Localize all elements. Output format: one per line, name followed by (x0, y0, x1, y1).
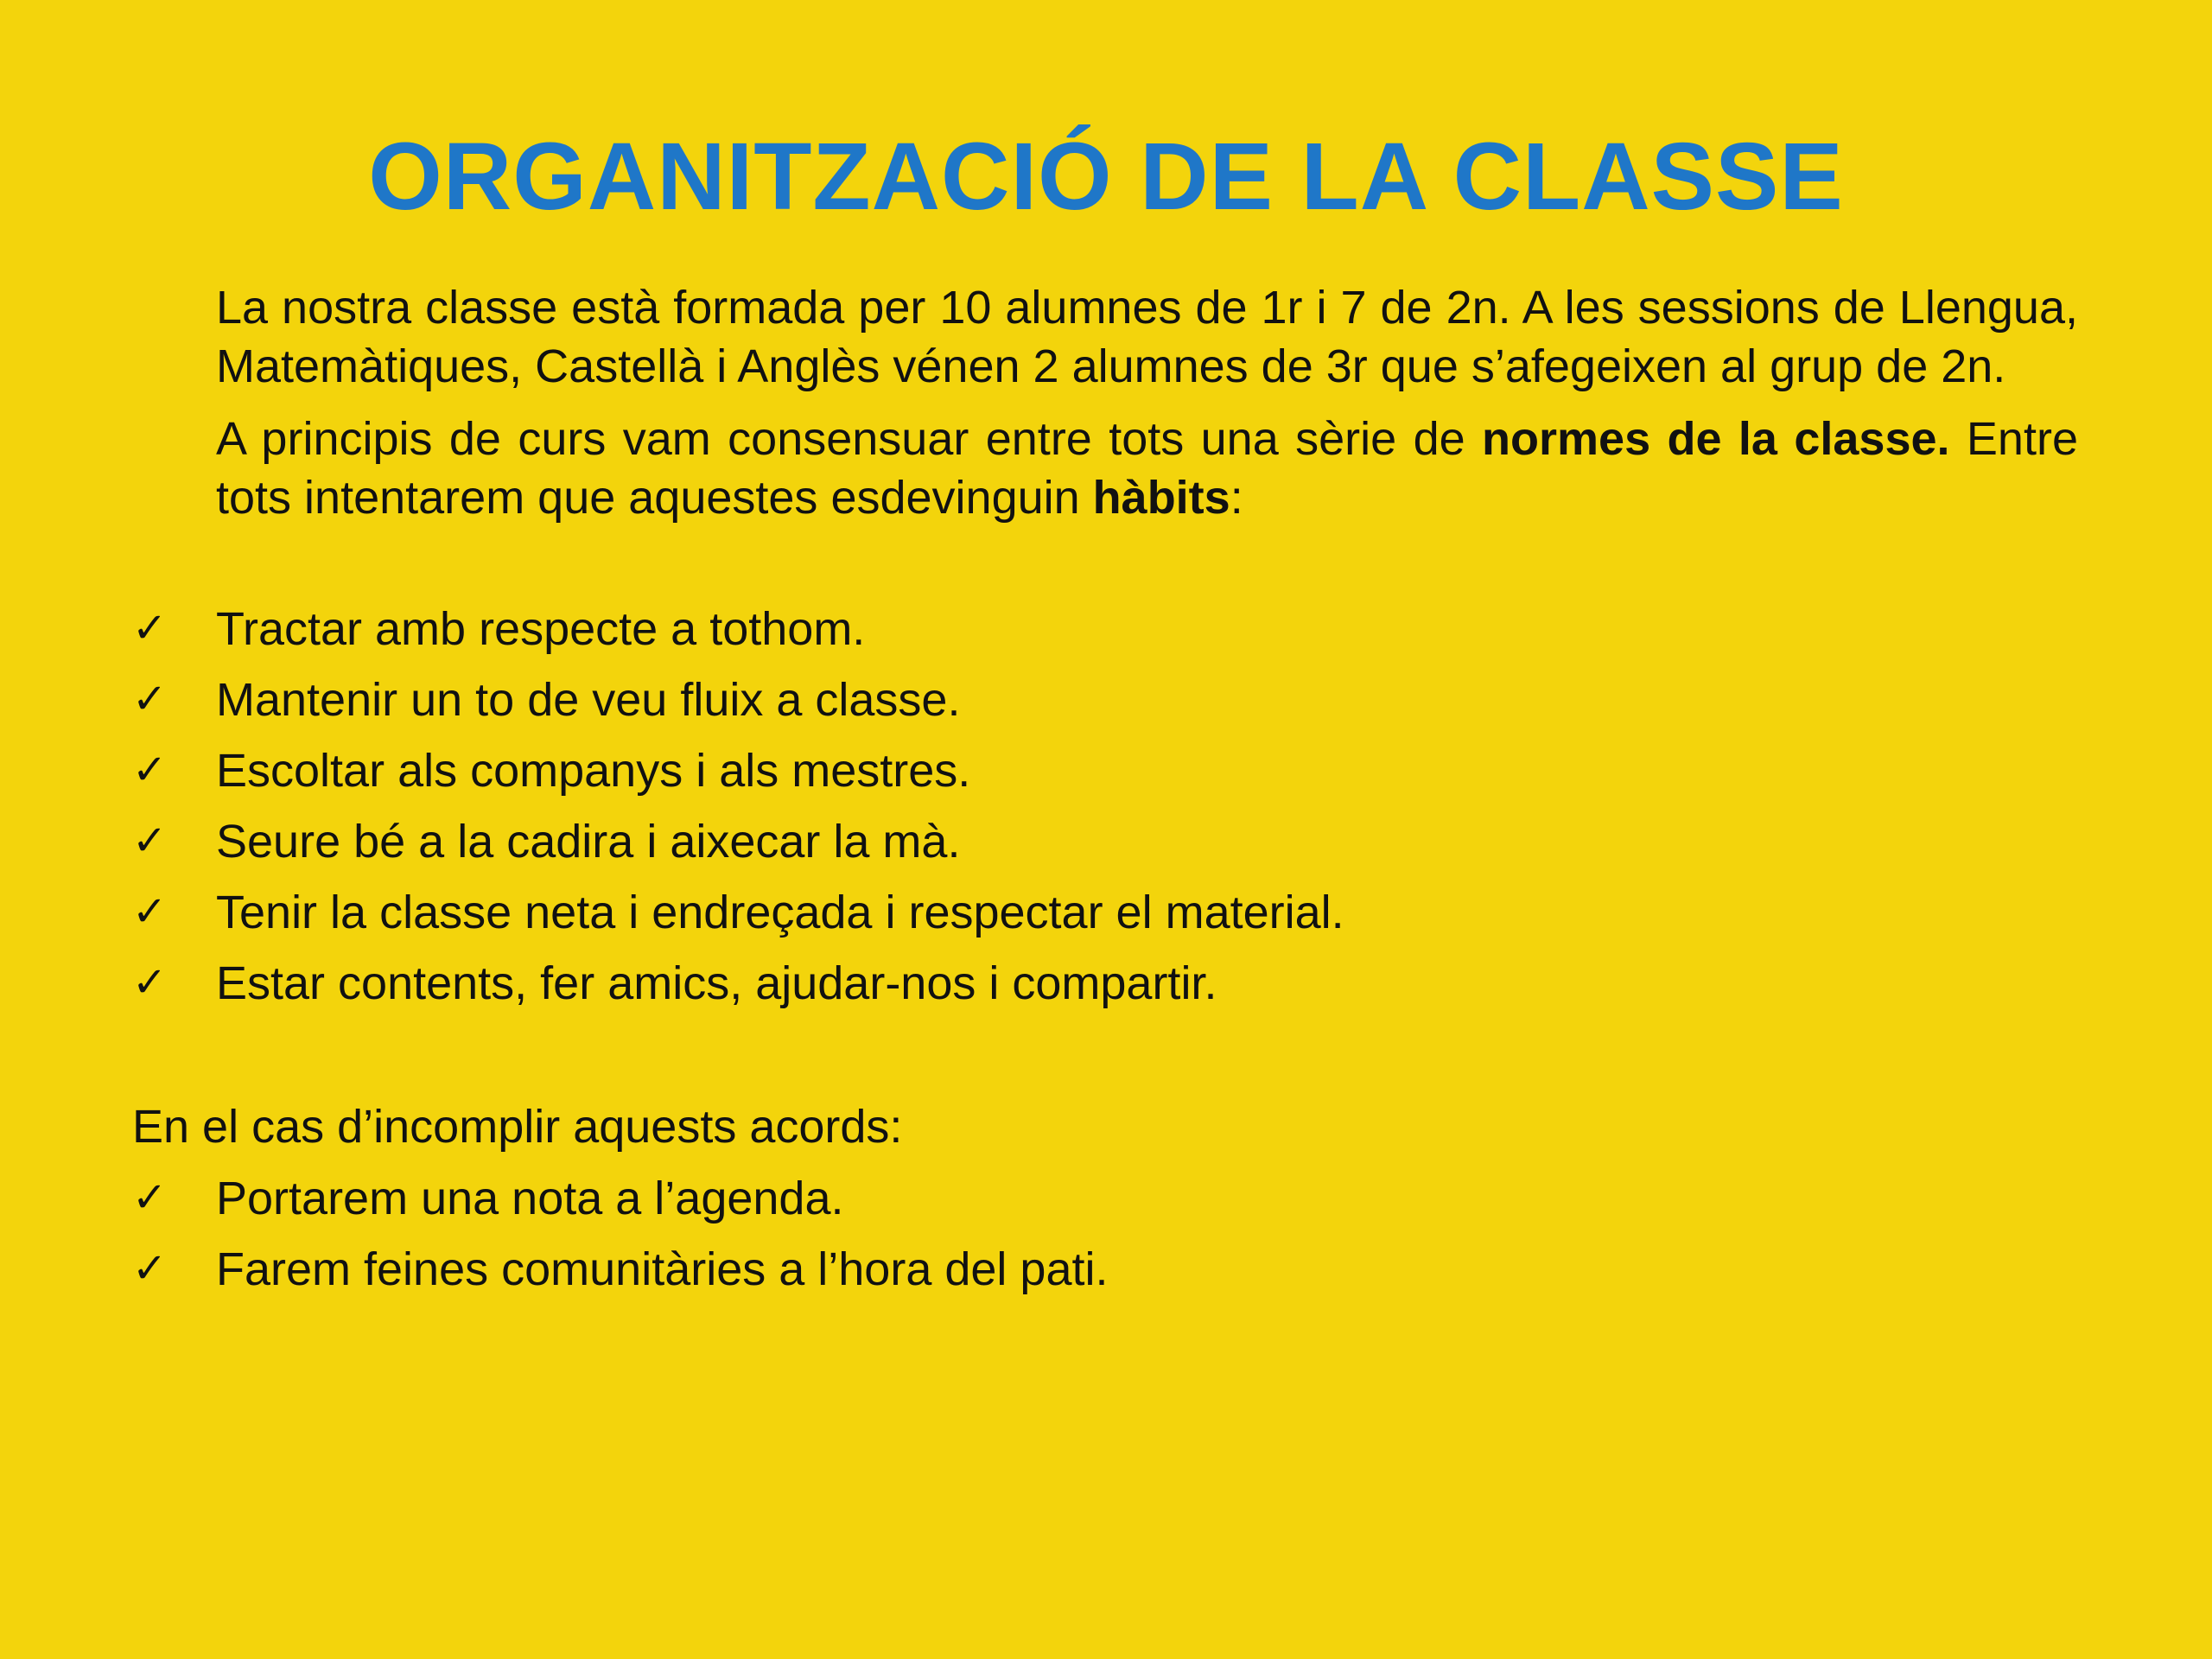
intro-paragraph-1: La nostra classe està formada per 10 alumnes de 1r i 7 de 2n. A les sessions de Llengua, Matemàtiques, Castellà i Anglès vénen 2 alumnes de 3r que s’afegeixen al grup de 2n. (216, 282, 2078, 392)
habits-emphasis: hàbits (1092, 472, 1230, 524)
consequence-text: Farem feines comunitàries a l’hora del pati. (216, 1243, 1109, 1295)
consequences-list (132, 1163, 2076, 1305)
intro-paragraph-2-part-1: A principis de curs vam consensuar entre tots una sèrie de (216, 413, 1483, 465)
habit-text: Tenir la classe neta i endreçada i respectar el material. (216, 887, 1344, 938)
habit-text: Mantenir un to de veu fluix a classe. (216, 674, 961, 726)
list-item (132, 664, 2076, 735)
list-item (132, 594, 2076, 664)
check-icon: ✓ (132, 747, 168, 793)
class-rules-emphasis: normes de la classe. (1482, 413, 1950, 465)
check-icon: ✓ (132, 677, 168, 722)
habit-text: Escoltar als companys i als mestres. (216, 745, 971, 797)
intro-text (216, 278, 2078, 527)
check-icon: ✓ (132, 960, 168, 1006)
habit-text: Estar contents, fer amics, ajudar-nos i compartir. (216, 957, 1217, 1009)
list-item (132, 948, 2076, 1019)
list-item (132, 806, 2076, 877)
page-title: ORGANITZACIÓ DE LA CLASSE (368, 124, 1844, 230)
intro-paragraph-2-part-2: Entre tots intentarem que aquestes esdevinguin (216, 413, 2078, 524)
consequence-text: Portarem una nota a l’agenda. (216, 1173, 844, 1224)
habit-text: Tractar amb respecte a tothom. (216, 603, 866, 655)
check-icon: ✓ (132, 818, 168, 864)
consequences-intro: En el cas d’incomplir aquests acords: (132, 1101, 903, 1153)
check-icon: ✓ (132, 606, 168, 652)
check-icon: ✓ (132, 1175, 168, 1221)
list-item (132, 735, 2076, 806)
habit-text: Seure bé a la cadira i aixecar la mà. (216, 816, 961, 868)
list-item (132, 877, 2076, 948)
intro-paragraph-2-part-3: : (1230, 472, 1243, 524)
list-item (132, 1234, 2076, 1305)
habits-list (132, 594, 2076, 1019)
intro-paragraph-2 (216, 410, 2078, 527)
list-item (132, 1163, 2076, 1234)
check-icon: ✓ (132, 1246, 168, 1292)
check-icon: ✓ (132, 889, 168, 935)
